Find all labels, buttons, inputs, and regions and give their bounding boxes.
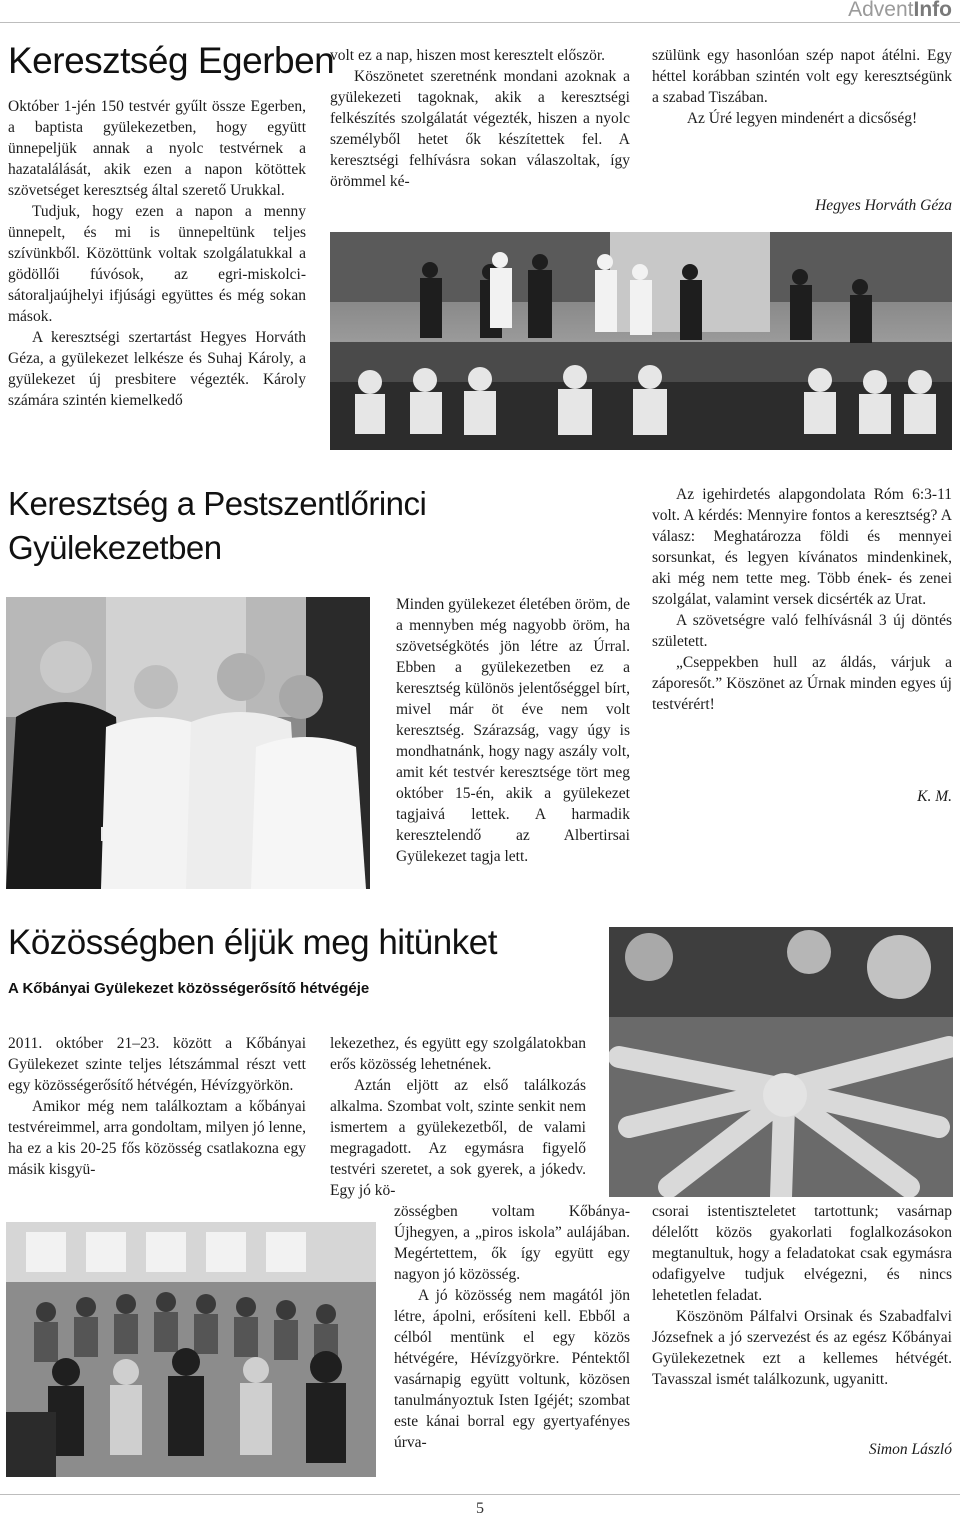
paragraph: Az Úré legyen mindenért a dicsőség! bbox=[686, 110, 918, 127]
paragraph: Október 1-jén 150 testvér gyűlt össze Egerben, a baptista gyülekezetben, hogy együtt ünnepeljük annak a nyolc testvérnek a hazatalálását, akik ezen a napon kötöttek szövetséget keresztség által szerető Urukkal. bbox=[8, 98, 306, 199]
brand-prefix: Advent bbox=[848, 0, 914, 21]
article2-col3 bbox=[652, 484, 952, 715]
article1-col3 bbox=[652, 45, 952, 129]
paragraph: csorai istentiszteletet tartottunk; vasárnap délelőtt közös gyakorlati foglalkozásokon megtanultuk, hogy a feladatokat csak egymásra odafigyelve tudjuk elvégezni, és nincs lehetetlen feladat. bbox=[652, 1203, 952, 1304]
baptism-candidates-photo bbox=[6, 597, 370, 889]
article2-title-line1: Keresztség a Pestszentlőrinci bbox=[8, 485, 427, 522]
article2-col2 bbox=[396, 594, 630, 867]
paragraph: A keresztségi szertartást Hegyes Horváth Géza, a gyülekezet lelkésze és Suhaj Károly, a gyülekezet új presbitere végezték. Károly számára szintén kiemelkedő bbox=[8, 329, 306, 409]
article3-col2a bbox=[330, 1033, 586, 1201]
paragraph: lekezethez, és együtt egy szolgálatokban erős közösség lehetnének. bbox=[330, 1035, 586, 1073]
page-number: 5 bbox=[476, 1500, 484, 1517]
article3-subtitle: A Kőbányai Gyülekezet közösségerősítő hétvégéje bbox=[8, 980, 370, 997]
paragraph: Köszönetet szeretnénk mondani azoknak a gyülekezeti tagoknak, akik a keresztségi felkészítés szolgálatát végezték, hiszen a nyolc személyből hetet ők készítettek fel. A keresztségi felhívásra sokan válaszoltak, így örömmel ké- bbox=[330, 68, 630, 190]
article3-col2b bbox=[394, 1201, 630, 1453]
footer-rule bbox=[0, 1494, 960, 1495]
article3-col1 bbox=[8, 1033, 306, 1180]
article2-signature: K. M. bbox=[917, 788, 952, 805]
paragraph: volt ez a nap, hiszen most keresztelt először. bbox=[330, 47, 606, 64]
paragraph: „Cseppekben hull az áldás, várjuk a záporesőt.” Köszönet az Úrnak minden egyes új testvérért! bbox=[652, 654, 952, 713]
article2-title bbox=[8, 482, 426, 570]
paragraph: szülünk egy hasonlóan szép napot átélni. Egy héttel korábban szintén volt egy keresztségünk a szabad Tiszában. bbox=[652, 47, 952, 106]
baptism-pool-photo bbox=[330, 232, 952, 450]
paragraph: A jó közösség nem magától jön létre, ápolni, erősíteni kell. Ebből a célból mentünk el egy közös hétvégére, Hévízgyörkre. Péntektől vasárnapig együtt voltunk, közösen tanulmányoztuk Isten Igéjét; szombat este kánai borral egy gyertyafényes úrva- bbox=[394, 1287, 630, 1451]
brand-logo bbox=[848, 0, 952, 22]
congregation-photo bbox=[6, 1222, 376, 1477]
article1-col1 bbox=[8, 96, 306, 411]
paragraph: Tudjuk, hogy ezen a napon a menny ünnepelt, és mi is ünnepeltünk teljes szívünkből. Közöttünk voltak szolgálatukkal a gödöllői fúvósok, az egri-miskolci-sátoraljaújhelyi ifjúsági együttes és még sokan mások. bbox=[8, 203, 306, 325]
paragraph: A szövetségre való felhívásnál 3 új döntés született. bbox=[652, 612, 952, 650]
brand-suffix: Info bbox=[913, 0, 952, 21]
article1-signature: Hegyes Horváth Géza bbox=[815, 197, 952, 214]
joined-hands-photo bbox=[609, 927, 953, 1197]
article1-title: Keresztség Egerben bbox=[8, 40, 335, 81]
article3-title: Közösségben éljük meg hitünket bbox=[8, 923, 497, 962]
paragraph: 2011. október 21–23. között a Kőbányai Gyülekezet szinte teljes létszámmal részt vett egy közösségerősítő hétvégén, Hévízgyörkön. bbox=[8, 1035, 306, 1094]
paragraph: Aztán eljött az első találkozás alkalma. Szombat volt, szinte senkit nem ismertem a gyülekezetből, de valami megragadott. Az egymásra figyelő testvéri szeretet, a sok gyerek, a jókedv. Egy jó kö- bbox=[330, 1077, 586, 1199]
header-rule bbox=[0, 22, 960, 23]
paragraph: Minden gyülekezet életében öröm, de a mennyben még nagyobb öröm, ha szövetségkötés jön létre az Úrral. Ebben a gyülekezetben ez a keresztség különös jelentőséggel bírt, mivel már öt éve nem volt keresztség. Szárazság, vagy úgy is mondhatnánk, hogy nagy aszály volt, amit két testvér keresztsége tört meg október 15-én, akik a gyülekezet tagjaivá lettek. A harmadik keresztelendő az Albertirsai Gyülekezet tagja lett. bbox=[396, 596, 630, 865]
paragraph: Az igehirdetés alapgondolata Róm 6:3-11 volt. A kérdés: Mennyire fontos a keresztség? A válasz: Meghatározza földi és mennyei sorsunkat, és legyen kívánatos mindenkinek, aki még nem tette meg. Több ének- és zenei szolgálat, valamint versek dicsérték az Urat. bbox=[652, 486, 952, 608]
paragraph: Amikor még nem találkoztam a kőbányai testvéreimmel, arra gondoltam, milyen jó lenne, ha ez a kis 20-25 fős közösség csatlakozna egy másik kisgyü- bbox=[8, 1098, 306, 1178]
article3-signature: Simon László bbox=[868, 1441, 952, 1458]
paragraph: Köszönöm Pálfalvi Orsinak és Szabadfalvi Józsefnek a jó szervezést és az egész Kőbányai Gyülekezetnek ezt a kellemes hétvégét. Tavasszal ismét találkozunk, ugyanitt. bbox=[652, 1308, 952, 1388]
paragraph: zösségben voltam Kőbánya-Újhegyen, a „piros iskola” aulájában. Megértettem, ők így együtt egy nagyon jó közösség. bbox=[394, 1203, 630, 1283]
article3-col3 bbox=[652, 1201, 952, 1390]
article2-title-line2: Gyülekezetben bbox=[8, 529, 222, 566]
article1-col2 bbox=[330, 45, 630, 192]
